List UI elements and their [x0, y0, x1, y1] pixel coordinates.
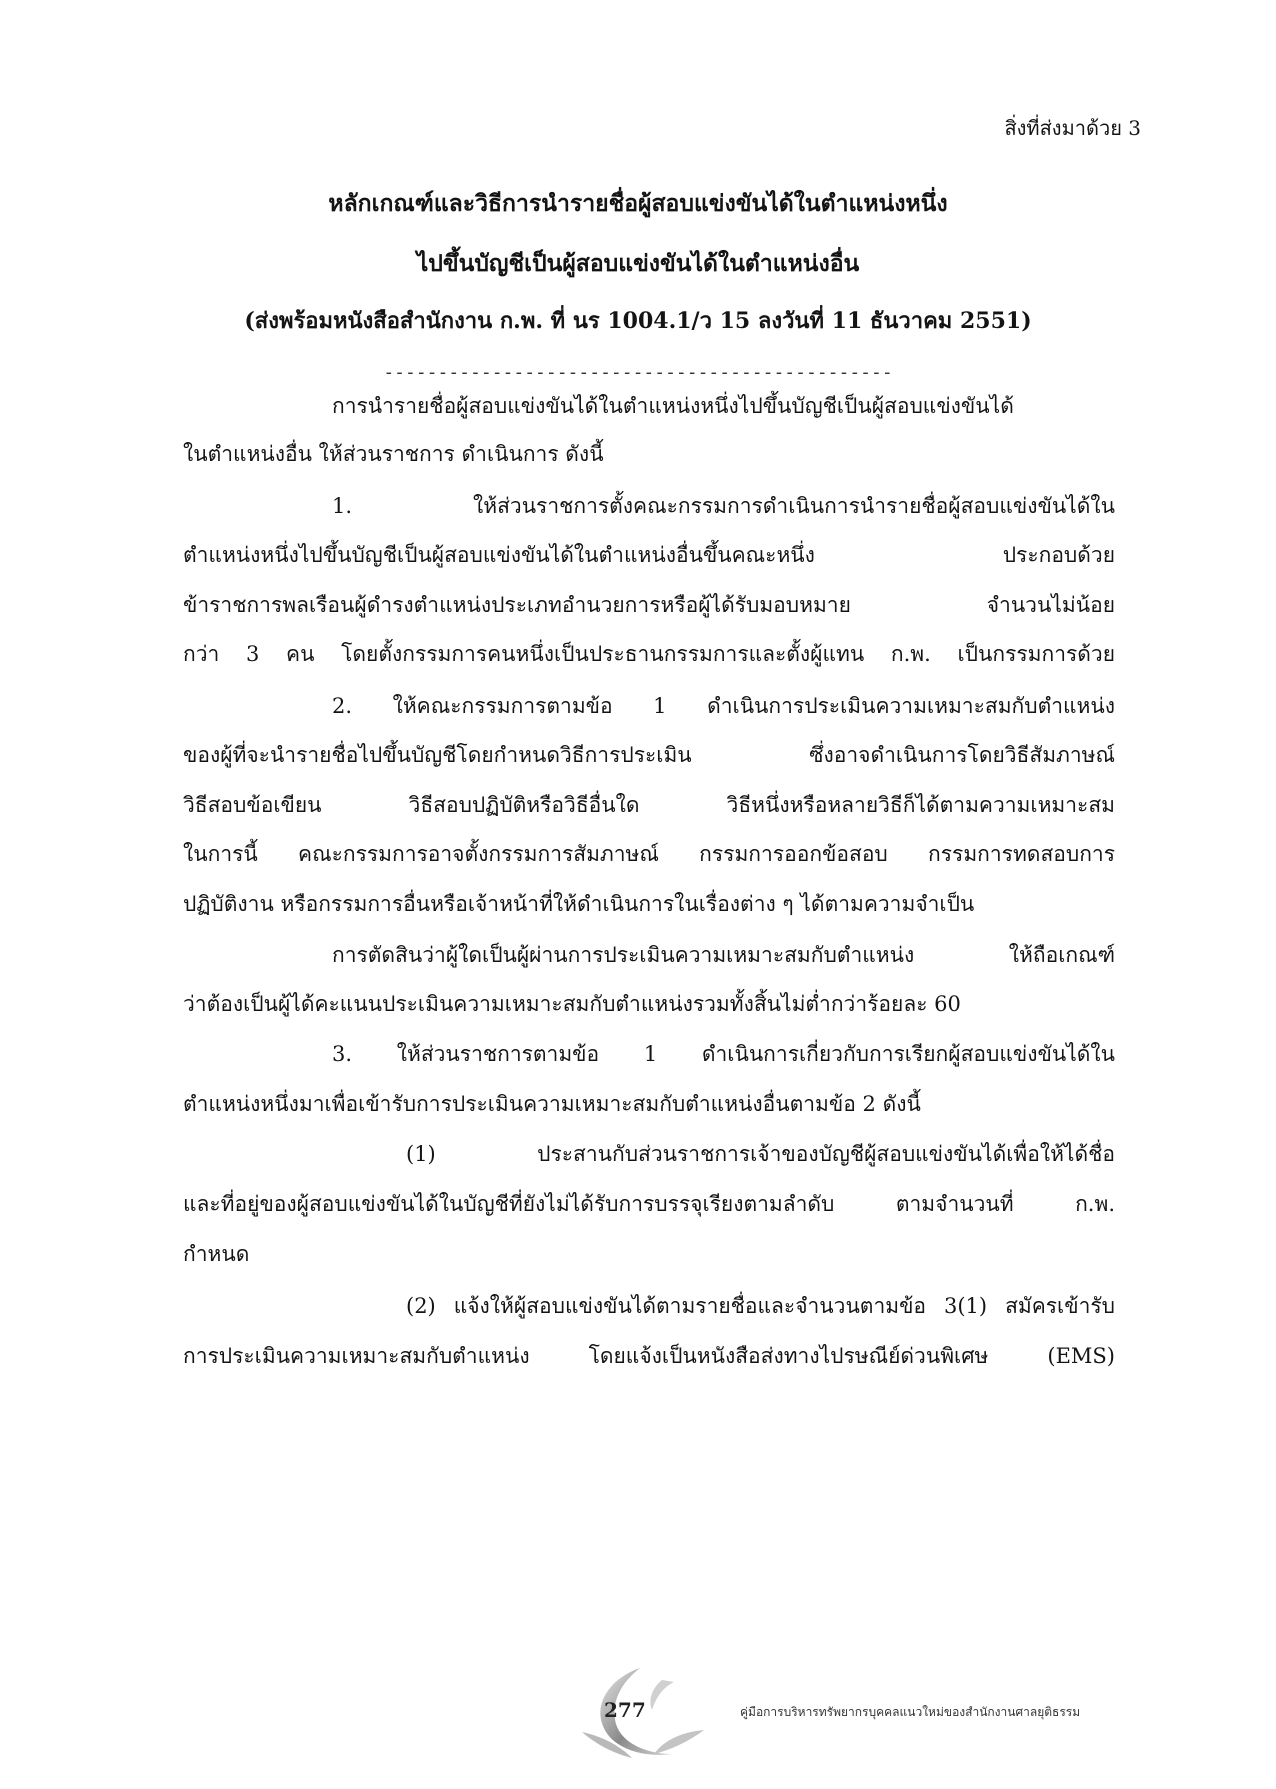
item-3-line-1: 3. ให้ส่วนราชการตามข้อ 1 ดำเนินการเกี่ยวกับการเรียกผู้สอบแข่งขันได้ใน [332, 1042, 1115, 1066]
sub-item-1-line-1: (1) ประสานกับส่วนราชการเจ้าของบัญชีผู้สอบแข่งขันได้เพื่อให้ได้ชื่อ [406, 1142, 1115, 1166]
intro-line-1: การนำรายชื่อผู้สอบแข่งขันได้ในตำแหน่งหนึ่งไปขึ้นบัญชีเป็นผู้สอบแข่งขันได้ [332, 394, 1014, 418]
item-2b-line-2: ว่าต้องเป็นผู้ได้คะแนนประเมินความเหมาะสมกับตำแหน่งรวมทั้งสิ้นไม่ต่ำกว่าร้อยละ 60 [183, 992, 961, 1016]
item-1-line-4: กว่า 3 คน โดยตั้งกรรมการคนหนึ่งเป็นประธานกรรมการและตั้งผู้แทน ก.พ. เป็นกรรมการด้วย [183, 642, 1115, 666]
item-1-line-2: ตำแหน่งหนึ่งไปขึ้นบัญชีเป็นผู้สอบแข่งขันได้ในตำแหน่งอื่นขึ้นคณะหนึ่ง ประกอบด้วย [183, 543, 1115, 567]
page-number: 277 [604, 1698, 646, 1722]
document-title-line-1: หลักเกณฑ์และวิธีการนำรายชื่อผู้สอบแข่งขันได้ในตำแหน่งหนึ่ง [328, 190, 948, 217]
sub-item-2-line-2: การประเมินความเหมาะสมกับตำแหน่ง โดยแจ้งเป็นหนังสือส่งทางไปรษณีย์ด่วนพิเศษ (EMS) [183, 1344, 1115, 1368]
item-3-line-2: ตำแหน่งหนึ่งมาเพื่อเข้ารับการประเมินความเหมาะสมกับตำแหน่งอื่นตามข้อ 2 ดังนี้ [183, 1092, 921, 1116]
title-divider: ----------------------------------------------- [383, 362, 893, 383]
document-title-reference: (ส่งพร้อมหนังสือสำนักงาน ก.พ. ที่ นร 1004.1/ว 15 ลงวันที่ 11 ธันวาคม 2551) [244, 308, 1032, 334]
item-1-line-1: 1. ให้ส่วนราชการตั้งคณะกรรมการดำเนินการนำรายชื่อผู้สอบแข่งขันได้ใน [332, 494, 1115, 518]
item-2-line-2: ของผู้ที่จะนำรายชื่อไปขึ้นบัญชีโดยกำหนดวิธีการประเมิน ซึ่งอาจดำเนินการโดยวิธีสัมภาษณ์ [183, 743, 1115, 767]
intro-line-2: ในตำแหน่งอื่น ให้ส่วนราชการ ดำเนินการ ดังนี้ [183, 442, 604, 466]
sub-item-1-line-3: กำหนด [183, 1242, 250, 1266]
document-title-line-2: ไปขึ้นบัญชีเป็นผู้สอบแข่งขันได้ในตำแหน่งอื่น [416, 250, 860, 277]
sub-item-2-line-1: (2) แจ้งให้ผู้สอบแข่งขันได้ตามรายชื่อและจำนวนตามข้อ 3(1) สมัครเข้ารับ [406, 1294, 1115, 1318]
item-1-line-3: ข้าราชการพลเรือนผู้ดำรงตำแหน่งประเภทอำนวยการหรือผู้ได้รับมอบหมาย จำนวนไม่น้อย [183, 593, 1115, 617]
item-2-line-4: ในการนี้ คณะกรรมการอาจตั้งกรรมการสัมภาษณ์ กรรมการออกข้อสอบ กรรมการทดสอบการ [183, 842, 1115, 866]
item-2-line-3: วิธีสอบข้อเขียน วิธีสอบปฏิบัติหรือวิธีอื่นใด วิธีหนึ่งหรือหลายวิธีก็ได้ตามความเหมาะสม [183, 793, 1115, 817]
item-2-line-1: 2. ให้คณะกรรมการตามข้อ 1 ดำเนินการประเมินความเหมาะสมกับตำแหน่ง [332, 694, 1115, 718]
sub-item-1-line-2: และที่อยู่ของผู้สอบแข่งขันได้ในบัญชีที่ยังไม่ได้รับการบรรจุเรียงตามลำดับ ตามจำนวนที่ ก.พ. [183, 1192, 1115, 1216]
attachment-label: สิ่งที่ส่งมาด้วย 3 [1004, 116, 1141, 140]
manual-title-footer: คู่มือการบริหารทรัพยากรบุคคลแนวใหม่ของสำนักงานศาลยุติธรรม [740, 1705, 1081, 1719]
item-2-line-5: ปฏิบัติงาน หรือกรรมการอื่นหรือเจ้าหน้าที่ให้ดำเนินการในเรื่องต่าง ๆ ได้ตามความจำเป็น [183, 892, 975, 916]
item-2b-line-1: การตัดสินว่าผู้ใดเป็นผู้ผ่านการประเมินความเหมาะสมกับตำแหน่ง ให้ถือเกณฑ์ [332, 943, 1115, 967]
